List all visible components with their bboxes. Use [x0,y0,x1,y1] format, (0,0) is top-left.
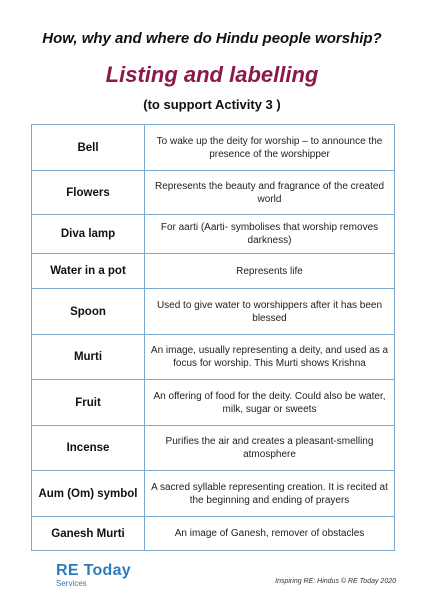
support-note: (to support Activity 3 ) [143,97,281,112]
item-description: To wake up the deity for worship – to announce the presence of the worshipper [145,125,395,171]
table-row [32,171,395,215]
item-name: Bell [32,125,145,171]
items-table [31,124,395,551]
item-description: For aarti (Aarti- symbolises that worship removes darkness) [145,215,395,254]
item-description: Used to give water to worshippers after it has been blessed [145,289,395,335]
item-description: An offering of food for the deity. Could also be water, milk, sugar or sweets [145,380,395,426]
item-name: Flowers [32,171,145,215]
item-name: Murti [32,335,145,380]
item-name: Incense [32,426,145,471]
item-description: Purifies the air and creates a pleasant-smelling atmosphere [145,426,395,471]
re-today-logo [56,563,131,588]
logo-sub-text: Services [56,579,87,588]
logo-main-text: RE Today [56,562,132,579]
item-description: An image of Ganesh, remover of obstacles [145,517,395,551]
item-name: Spoon [32,289,145,335]
item-description: Represents the beauty and fragrance of the created world [145,171,395,215]
table-row [32,426,395,471]
item-description: A sacred syllable representing creation. It is recited at the beginning and ending of prayers [145,471,395,517]
table-row [32,380,395,426]
item-name: Aum (Om) symbol [32,471,145,517]
table-row [32,254,395,289]
table-row [32,335,395,380]
page-subtitle: Listing and labelling [105,62,319,87]
item-name: Water in a pot [32,254,145,289]
table-row [32,471,395,517]
table-row [32,125,395,171]
page-title: How, why and where do Hindu people worship? [42,30,382,47]
item-name: Diva lamp [32,215,145,254]
item-description: Represents life [145,254,395,289]
footer-credit: Inspiring RE: Hindus © RE Today 2020 [275,578,396,585]
table-row [32,517,395,551]
table-row [32,215,395,254]
item-description: An image, usually representing a deity, and used as a focus for worship. This Murti shows Krishna [145,335,395,380]
table-row [32,289,395,335]
item-name: Fruit [32,380,145,426]
item-name: Ganesh Murti [32,517,145,551]
